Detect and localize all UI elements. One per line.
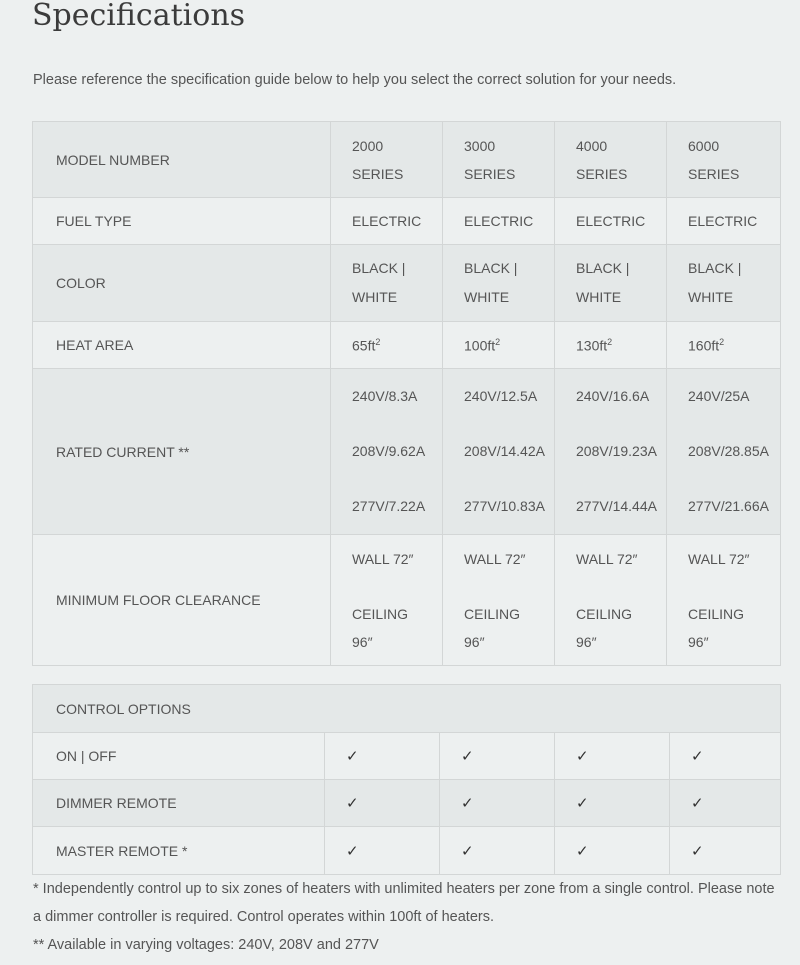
footnote-master-remote-line2: a dimmer controller is required. Control operates within 100ft of heaters. <box>33 909 494 925</box>
fuel-cell: ELECTRIC <box>555 198 667 245</box>
control-options-title: CONTROL OPTIONS <box>33 685 781 733</box>
check-icon: ✓ <box>555 780 670 827</box>
row-label: MODEL NUMBER <box>33 122 331 198</box>
fuel-cell: ELECTRIC <box>667 198 781 245</box>
footnote-voltages: ** Available in varying voltages: 240V, 208V and 277V <box>33 937 379 953</box>
model-cell <box>667 122 781 198</box>
heat-area-row <box>33 322 781 369</box>
fuel-cell: ELECTRIC <box>443 198 555 245</box>
row-label: MINIMUM FLOOR CLEARANCE <box>33 535 331 666</box>
check-icon: ✓ <box>325 780 440 827</box>
check-icon: ✓ <box>440 780 555 827</box>
model-suffix: SERIES <box>352 165 404 182</box>
control-label: DIMMER REMOTE <box>33 780 325 827</box>
row-label: HEAT AREA <box>33 322 331 369</box>
rated-current-row <box>33 369 781 535</box>
clearance-cell: WALL 72″ CEILING 96″ <box>555 535 667 666</box>
check-icon: ✓ <box>555 733 670 780</box>
current-cell: 240V/16.6A 208V/19.23A 277V/14.44A <box>555 369 667 535</box>
color-option: WHITE <box>464 289 510 305</box>
control-row-master-remote <box>33 827 781 875</box>
check-icon: ✓ <box>325 733 440 780</box>
page-title: Specifications <box>32 0 246 33</box>
heat-cell: $65ft^2$ <box>331 322 443 369</box>
model-number: 4000 <box>576 137 608 154</box>
heat-cell: $130ft^2$ <box>555 322 667 369</box>
current-cell: 240V/25A 208V/28.85A 277V/21.66A <box>667 369 781 535</box>
clearance-cell: WALL 72″ CEILING 96″ <box>331 535 443 666</box>
check-icon: ✓ <box>670 733 781 780</box>
color-option: BLACK | <box>688 260 742 276</box>
color-option: WHITE <box>576 289 622 305</box>
current-cell: 240V/8.3A 208V/9.62A 277V/7.22A <box>331 369 443 535</box>
fuel-cell: ELECTRIC <box>331 198 443 245</box>
control-row-dimmer-remote <box>33 780 781 827</box>
check-icon: ✓ <box>325 827 440 875</box>
control-row-on-off <box>33 733 781 780</box>
model-cell <box>331 122 443 198</box>
row-label: FUEL TYPE <box>33 198 331 245</box>
model-suffix: SERIES <box>688 165 740 182</box>
control-label: MASTER REMOTE * <box>33 827 325 875</box>
color-option: BLACK | <box>464 260 518 276</box>
intro-text: Please reference the specification guide below to help you select the correct solution for your needs. <box>33 72 677 88</box>
specifications-table <box>32 121 781 666</box>
unit-superscript: 2 <box>375 336 381 347</box>
color-option: WHITE <box>688 289 734 305</box>
heat-cell: $160ft^2$ <box>667 322 781 369</box>
color-cell <box>331 245 443 322</box>
color-cell <box>443 245 555 322</box>
model-cell <box>555 122 667 198</box>
check-icon: ✓ <box>670 780 781 827</box>
clearance-cell: WALL 72″ CEILING 96″ <box>667 535 781 666</box>
control-label: ON | OFF <box>33 733 325 780</box>
check-icon: ✓ <box>440 827 555 875</box>
color-option: BLACK | <box>576 260 630 276</box>
color-cell <box>555 245 667 322</box>
color-cell <box>667 245 781 322</box>
row-label: RATED CURRENT ** <box>33 369 331 535</box>
floor-clearance-row <box>33 535 781 666</box>
row-label: COLOR <box>33 245 331 322</box>
clearance-cell: WALL 72″ CEILING 96″ <box>443 535 555 666</box>
check-icon: ✓ <box>670 827 781 875</box>
unit-superscript: 2 <box>719 336 725 347</box>
control-options-header <box>33 685 781 733</box>
check-icon: ✓ <box>440 733 555 780</box>
model-cell <box>443 122 555 198</box>
current-cell: 240V/12.5A 208V/14.42A 277V/10.83A <box>443 369 555 535</box>
model-number-row <box>33 122 781 198</box>
check-icon: ✓ <box>555 827 670 875</box>
heat-cell: $100ft^2$ <box>443 322 555 369</box>
model-suffix: SERIES <box>464 165 516 182</box>
color-option: WHITE <box>352 289 398 305</box>
model-number: 6000 <box>688 137 720 154</box>
footnote-master-remote-line1: * Independently control up to six zones of heaters with unlimited heaters per zone from a single control. Please note <box>33 881 775 897</box>
model-number: 2000 <box>352 137 384 154</box>
model-number: 3000 <box>464 137 496 154</box>
unit-superscript: 2 <box>495 336 501 347</box>
control-options-table <box>32 684 781 875</box>
color-option: BLACK | <box>352 260 406 276</box>
unit-superscript: 2 <box>607 336 613 347</box>
model-suffix: SERIES <box>576 165 628 182</box>
fuel-type-row <box>33 198 781 245</box>
color-row <box>33 245 781 322</box>
